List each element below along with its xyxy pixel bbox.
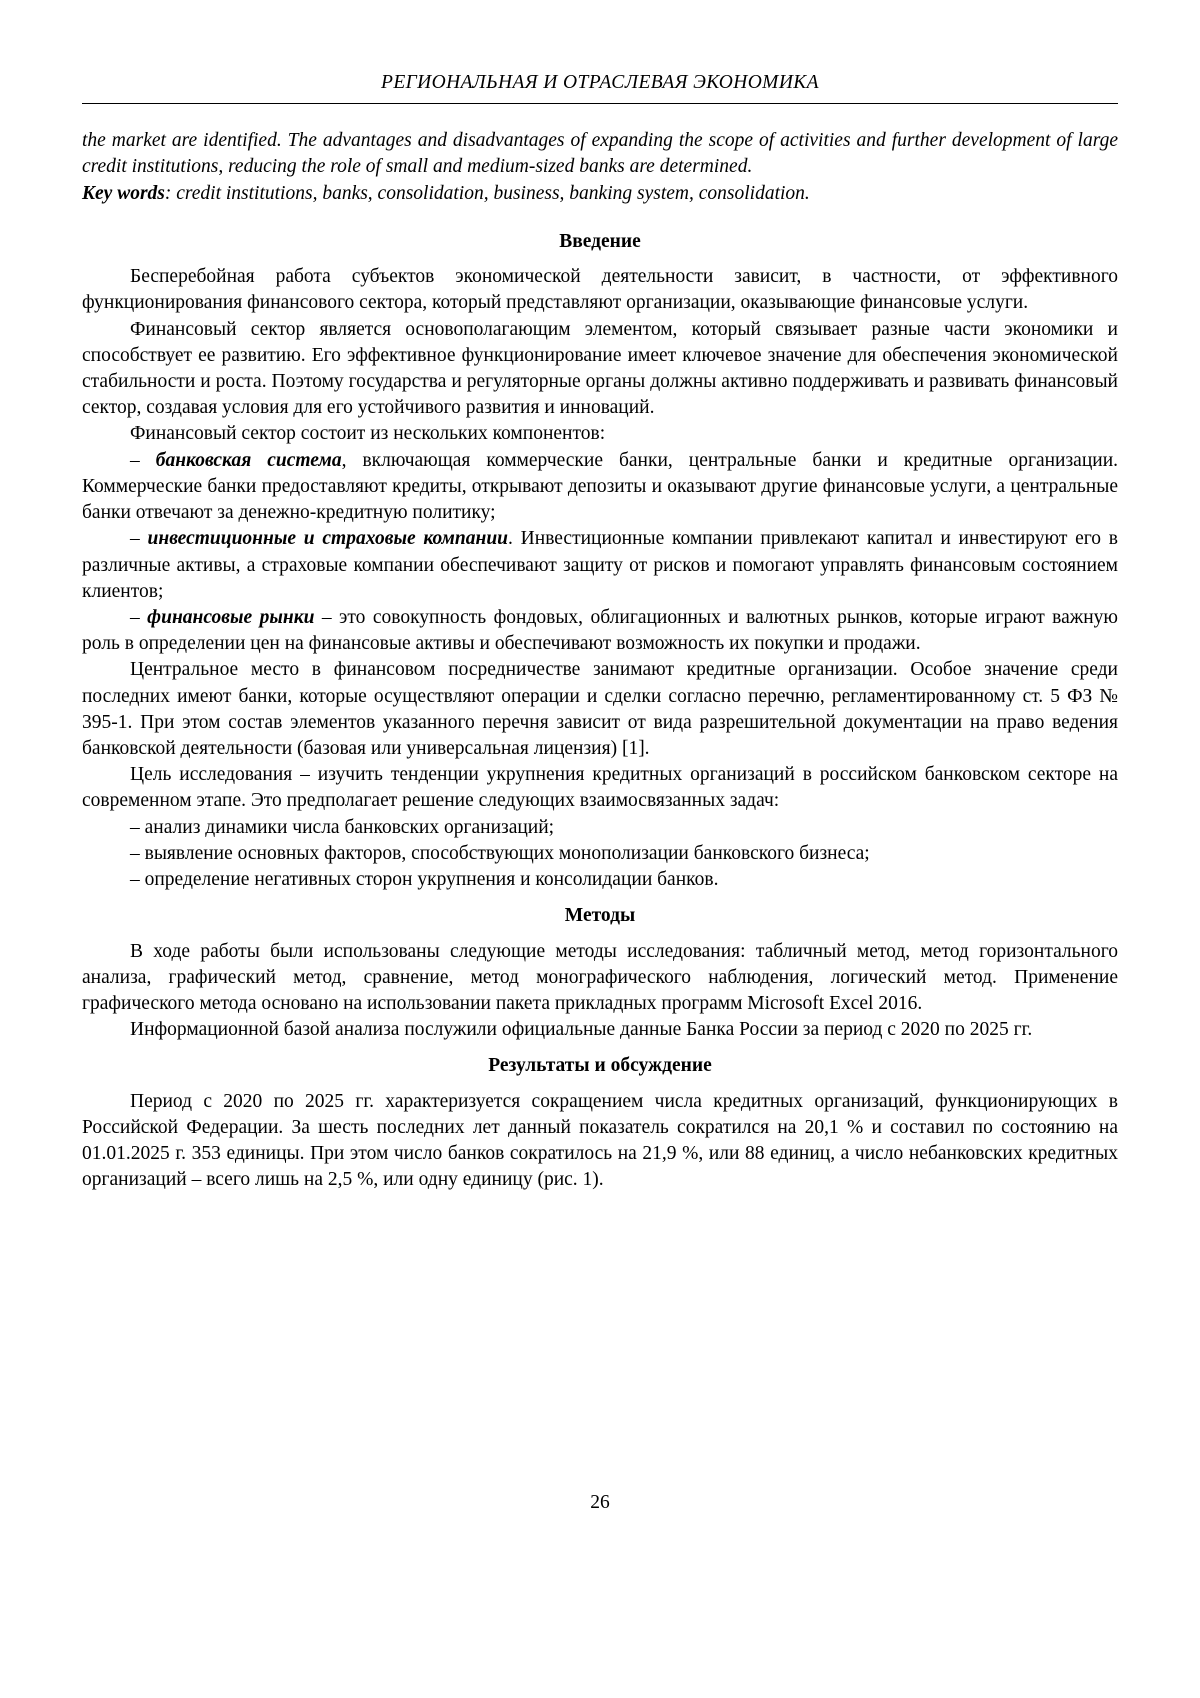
heading-methods: Методы [564,905,636,927]
page-content [82,128,1118,1193]
component-item-investment-insurance [82,526,1118,605]
heading-introduction: Введение [559,230,641,252]
task-item-1: – анализ динамики числа банковских организаций; [130,816,555,838]
list-dash-marker: – [130,528,148,550]
results-paragraph-1: Период с 2020 по 2025 гг. характеризуется сокращением числа кредитных организаций, функционирующих в Российской Федерации. За шесть последних лет данный показатель сократился на 20,1 % и составил по состоянию на 01.01.2025 г. 353 единицы. При этом число банков сократилось на 21,9 %, или 88 единиц, а число небанковских кредитных организаций – всего лишь на 2,5 %, или одну единицу (рис. 1). [82,1090,1118,1191]
component-text-investment-insurance: . Инвестиционные компании привлекают капитал и инвестируют его в различные активы, а страховые компании обеспечивают защиту от рисков и помогают управлять финансовым состоянием клиентов; [82,528,1119,602]
methods-paragraph-1: В ходе работы были использованы следующие методы исследования: табличный метод, метод горизонтального анализа, графический метод, сравнение, метод монографического наблюдения, логический метод. Применение графического метода основано на использовании пакета прикладных программ Microsoft Excel 2016. [82,940,1118,1014]
component-text-banking-system: , включающая коммерческие банки, центральные банки и кредитные организации. Коммерческие банки предоставляют кредиты, открывают депозиты и оказывают другие финансовые услуги, а центральные банки отвечают за денежно-кредитную политику; [82,449,1119,524]
task-item-3: – определение негативных сторон укрупнения и консолидации банков. [130,869,719,891]
component-text-financial-markets: – это совокупность фондовых, облигационных и валютных рынков, которые играют важную роль в определении цен на финансовые активы и обеспечивают возможность их покупки и продажи. [82,606,1118,655]
journal-section-title: РЕГИОНАЛЬНАЯ И ОТРАСЛЕВАЯ ЭКОНОМИКА [381,72,819,93]
component-item-financial-markets [82,605,1118,657]
intro-paragraph-4: Центральное место в финансовом посредничестве занимают кредитные организации. Особое значение среди последних имеют банки, которые осуществляют операции и сделки согласно перечню, регламентированному ст. 5 ФЗ № 395-1. При этом состав элементов указанного перечня зависит от вида разрешительной документации на право ведения банковской деятельности (базовая или универсальная лицензия) [1]. [82,659,1118,760]
component-item-banking-system [82,448,1118,527]
methods-paragraph-2: Информационной базой анализа послужили официальные данные Банка России за период с 2020 по 2025 гг. [130,1019,1033,1041]
intro-paragraph-3: Финансовый сектор состоит из нескольких компонентов: [130,423,606,445]
list-dash-marker: – [130,606,148,628]
intro-paragraph-2: Финансовый сектор является основополагающим элементом, который связывает разные части экономики и способствует ее развитию. Его эффективное функционирование имеет ключевое значение для обеспечения экономической стабильности и роста. Поэтому государства и регуляторные органы должны активно поддерживать и развивать финансовый сектор, создавая условия для его устойчивого развития и инноваций. [82,318,1118,419]
component-term-investment-insurance: инвестиционные и страховые компании [147,528,509,550]
keywords-text: : credit institutions, banks, consolidation, business, banking system, consolidation. [164,182,810,204]
component-term-banking-system: банковская система [155,449,342,471]
abstract-continuation: the market are identified. The advantages and disadvantages of expanding the scope of activities and further development of large credit institutions, reducing the role of small and medium-sized banks are determined. [82,130,1118,178]
intro-paragraph-1: Бесперебойная работа субъектов экономической деятельности зависит, в частности, от эффективного функционирования финансового сектора, который представляют организации, оказывающие финансовые услуги. [82,266,1118,314]
page-number: 26 [590,1492,610,1513]
running-head [82,70,1118,104]
heading-results-discussion: Результаты и обсуждение [488,1055,712,1077]
task-item-2: – выявление основных факторов, способствующих монополизации банковского бизнеса; [130,842,870,864]
keywords-line [82,181,1118,207]
list-dash-marker: – [130,449,156,471]
intro-paragraph-5: Цель исследования – изучить тенденции укрупнения кредитных организаций в российском банковском секторе на современном этапе. Это предполагает решение следующих взаимосвязанных задач: [82,764,1118,812]
keywords-label: Key words [82,182,165,204]
component-term-financial-markets: финансовые рынки [147,606,315,628]
